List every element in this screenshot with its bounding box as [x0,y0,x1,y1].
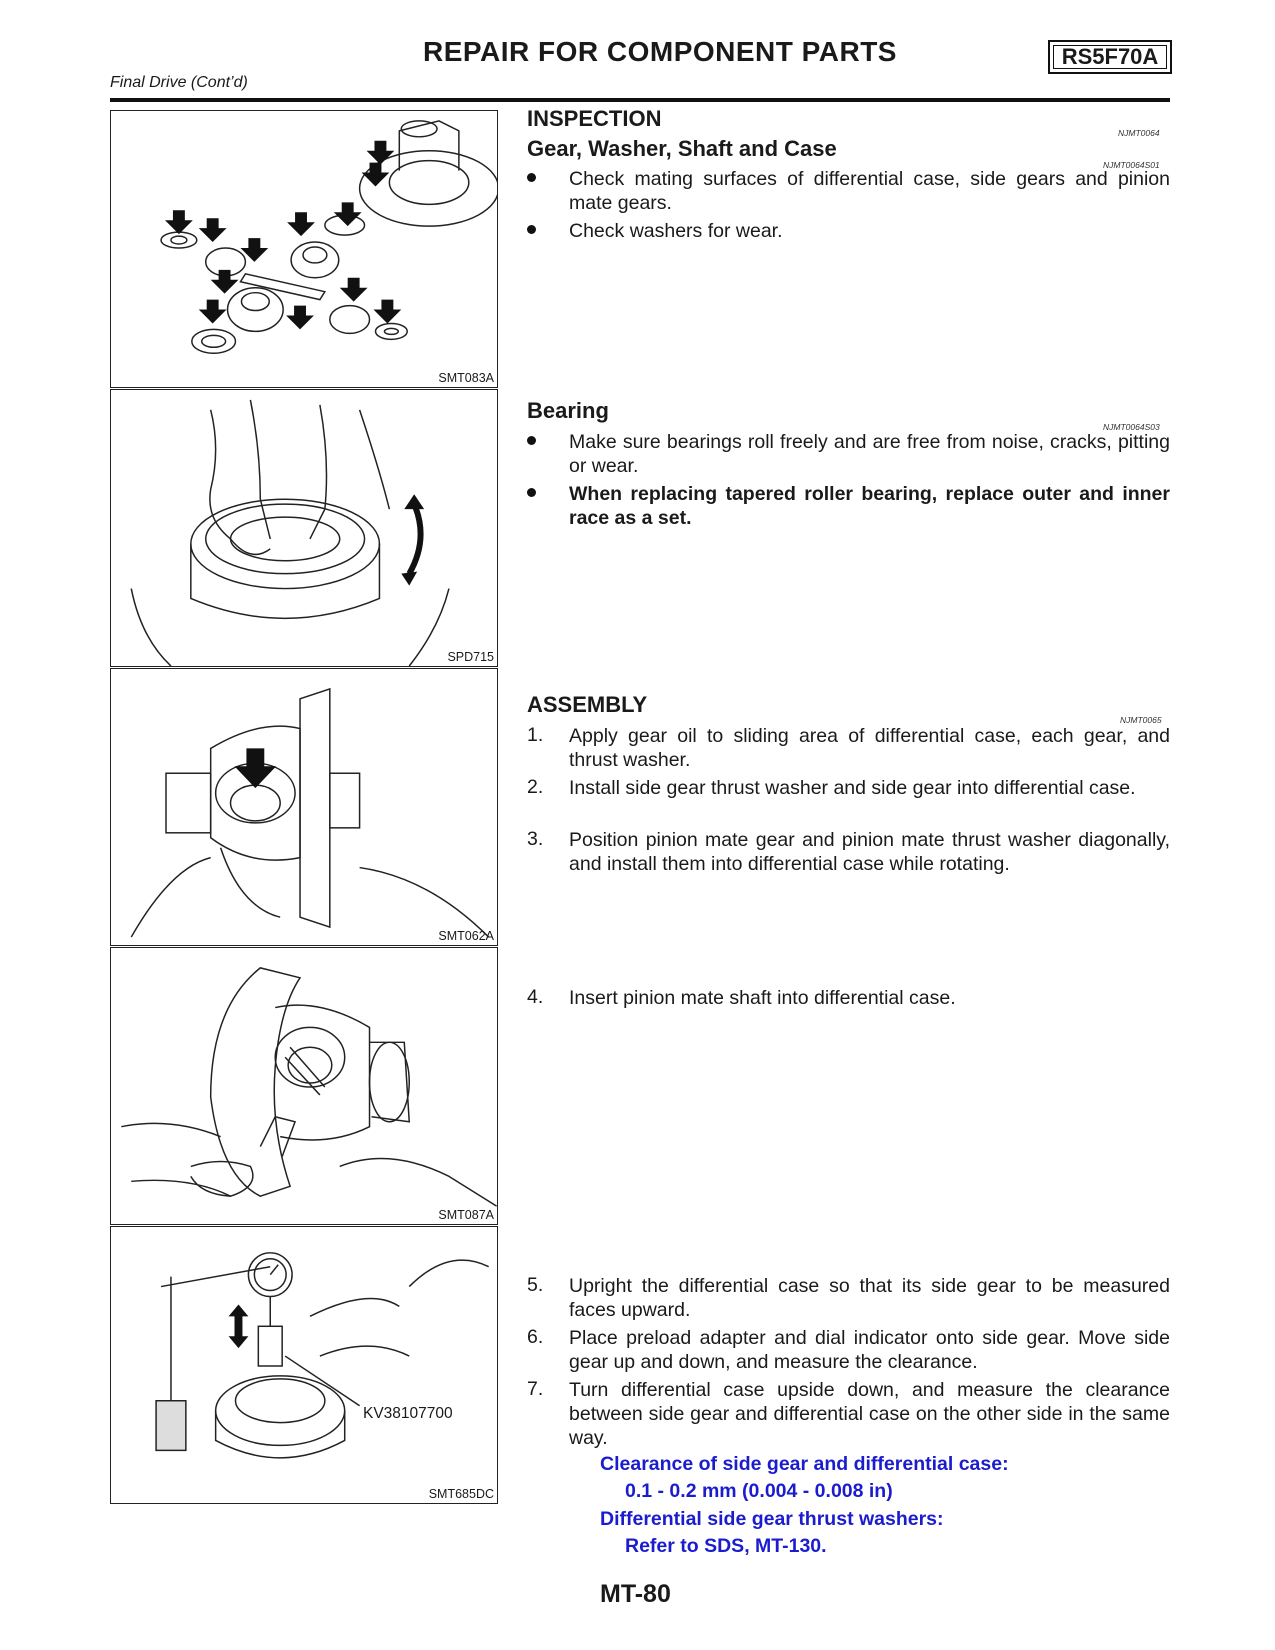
step-item [527,1274,1170,1322]
step-number: 7. [527,1378,544,1400]
figure-side-gear-install [110,668,498,946]
step-number: 2. [527,776,544,798]
bearing-heading: Bearing [527,398,609,423]
inspection-ref: NJMT0064 [1118,128,1160,138]
gear-washer-ref: NJMT0064S01 [1103,160,1160,170]
figure-caption: SMT087A [438,1208,494,1222]
section-subtitle: Final Drive (Cont’d) [110,74,248,91]
step-item [527,986,1170,1010]
tool-number-label: KV38107700 [363,1405,453,1422]
step-number: 4. [527,986,544,1008]
figure-bearing-check [110,389,498,667]
figure-pinion-shaft-insert [110,947,498,1225]
step-text: Position pinion mate gear and pinion mate thrust washer diagonally, and install them into differential case while rotating. [569,829,1170,875]
bullet-text: Make sure bearings roll freely and are free from noise, cracks, pitting or wear. [569,431,1170,477]
step-number: 6. [527,1326,544,1348]
model-code-box: RS5F70A [1048,40,1172,74]
side-gear-install-illustration [111,669,497,945]
bullet-item [527,167,1170,215]
bullet-text: Check washers for wear. [569,220,783,242]
assembly-heading: ASSEMBLY [527,692,648,717]
step-item [527,1326,1170,1374]
spec-washer-label: Differential side gear thrust washers: [600,1508,944,1530]
differential-parts-illustration [111,111,497,387]
spec-washer-value: Refer to SDS, MT-130. [625,1535,827,1557]
figure-caption: SPD715 [447,650,494,664]
figure-caption: SMT062A [438,929,494,943]
bullet-item [527,430,1170,478]
bullet-text: When replacing tapered roller bearing, replace outer and inner race as a set. [569,483,1170,529]
step-number: 1. [527,724,544,746]
bullet-icon [527,225,536,234]
bearing-ref: NJMT0064S03 [1103,422,1160,432]
step-number: 5. [527,1274,544,1296]
bullet-item [527,219,1170,243]
step-number: 3. [527,828,544,850]
bullet-icon [527,436,536,445]
assembly-ref: NJMT0065 [1120,715,1162,725]
bearing-check-illustration [111,390,497,666]
figure-caption: SMT083A [438,371,494,385]
figure-differential-parts [110,110,498,388]
inspection-heading: INSPECTION [527,106,662,131]
bullet-item [527,482,1170,530]
step-text: Apply gear oil to sliding area of differential case, each gear, and thrust washer. [569,725,1170,771]
bullet-text: Check mating surfaces of differential case, side gears and pinion mate gears. [569,168,1170,214]
step-text: Upright the differential case so that its side gear to be measured faces upward. [569,1275,1170,1321]
dial-indicator-illustration [111,1227,497,1503]
spec-clearance-value: 0.1 - 0.2 mm (0.004 - 0.008 in) [625,1480,893,1502]
figure-dial-indicator [110,1226,498,1504]
step-text: Install side gear thrust washer and side gear into differential case. [569,777,1136,799]
page-title: REPAIR FOR COMPONENT PARTS [423,36,897,67]
figure-caption: SMT685DC [428,1487,494,1501]
spec-clearance-label: Clearance of side gear and differential case: [600,1453,1009,1475]
bullet-icon [527,173,536,182]
step-text: Insert pinion mate shaft into differential case. [569,987,956,1009]
header-rule [110,98,1170,102]
step-text: Place preload adapter and dial indicator onto side gear. Move side gear up and down, and measure the clearance. [569,1327,1170,1373]
step-item [527,828,1170,876]
pinion-shaft-insert-illustration [111,948,497,1224]
gear-washer-heading: Gear, Washer, Shaft and Case [527,136,837,161]
step-text: Turn differential case upside down, and measure the clearance between side gear and differential case on the other side in the same way. [569,1379,1170,1449]
page-number: MT-80 [600,1580,671,1608]
step-item [527,776,1170,824]
step-item [527,724,1170,772]
bullet-icon [527,488,536,497]
step-item [527,1378,1170,1450]
